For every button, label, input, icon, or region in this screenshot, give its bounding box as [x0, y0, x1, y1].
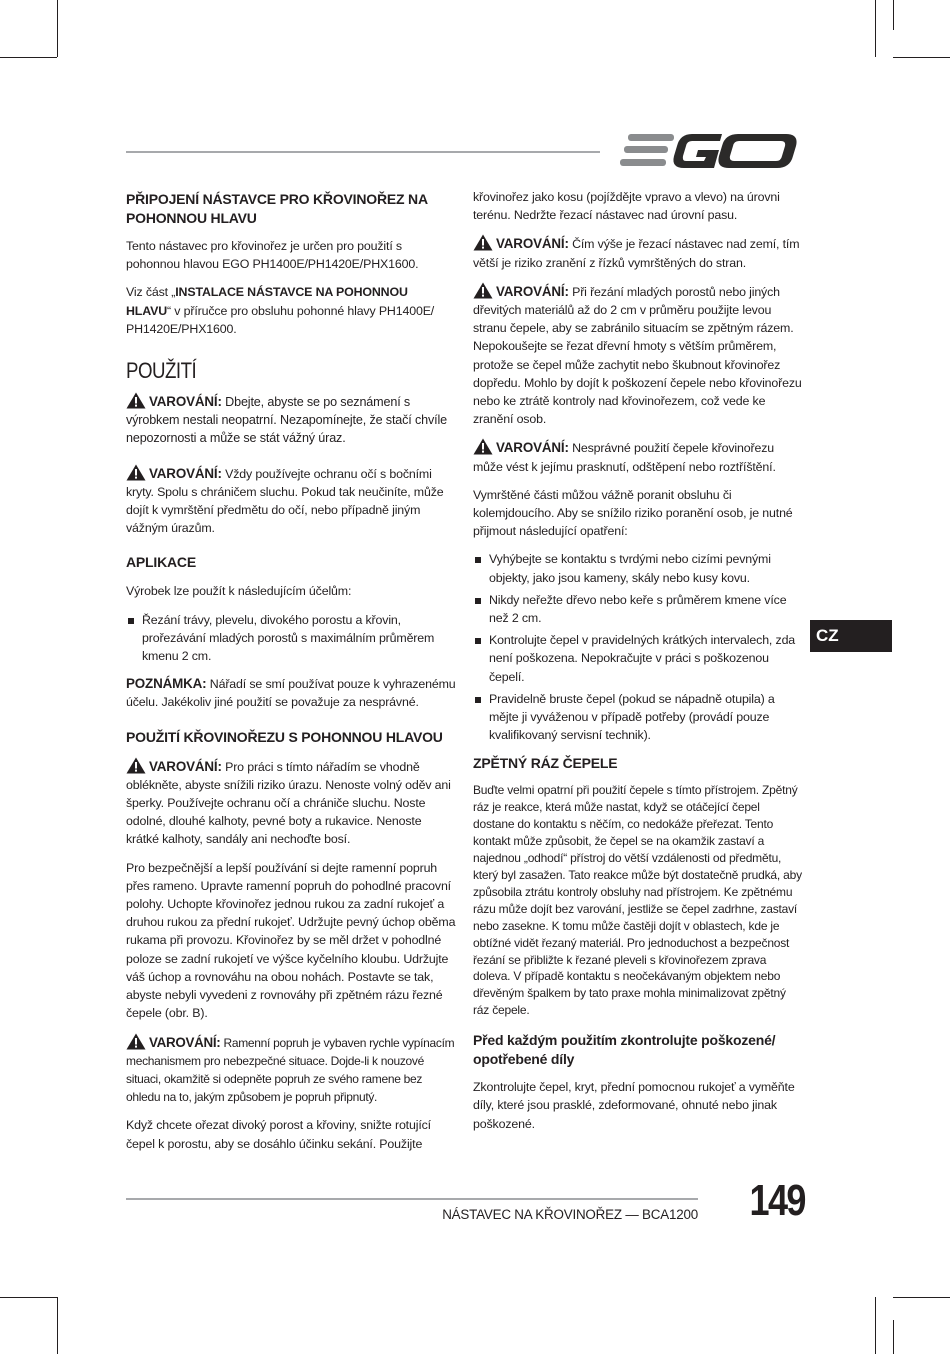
crop-mark [893, 0, 894, 30]
list-item: Řezání trávy, plevelu, divokého porostu a křovin, prořezávání mladých porostů s maximálním průměrem kmenu 2 cm. [126, 611, 456, 666]
warning-text: Vždy používejte ochranu očí s bočními kryty. Spolu s chráničem sluchu. Pokud tak neučiníte, může dojít k vymrštění předmětu do očí, nebo případně jiným vážným úrazům. [126, 466, 444, 536]
kickback-heading: ZPĚTNÝ RÁZ ČEPELE [473, 755, 618, 772]
inspection-paragraph: Zkontrolujte čepel, kryt, přední pomocnou rukojeť a vyměňte díly, které jsou prasklé, zdeformované, ohnuté nebo jinak poškozené. [473, 1080, 795, 1131]
applications-list [126, 611, 456, 666]
kickback-paragraph: Buďte velmi opatrní při použití čepele s tímto přístrojem. Zpětný ráz je reakce, která může nastat, když se otáčející čepel dostane do kontaktu s něčím, co nedokáže přeřezat. Tento kontakt může způsobit, že čepel se na okamžik zastaví a najednou „odhodí“ přístroj do větší vzdálenosti od předmětu, který byl zasažen. Tato reakce může být dostatečně prudká, aby způsobila ztrátu kontroly obsluhy nad přístrojem. Ke zpětnému rázu může dojít bez varování, jestliže se čepel zadrhne, zastaví nebo zasekne. K tomu může častěji dojít v oblastech, kde je obtížné vidět řezaný materiál. Pro jednoduchost a bezpečnost řezání se přibližte k řezané pleveli s křovinořezem zprava doleva. V případě kontaktu s neočekávaným objektem nebo dřevěným špalkem by tato praxe mohla minimalizovat zpětný ráz čepele. [473, 783, 802, 1018]
warning-title: VAROVÁNÍ: [149, 1034, 221, 1050]
cutting-paragraph: Když chcete ořezat divoký porost a křoviny, snižte rotující čepel k porostu, aby se dosáhlo účinku sekání. Použijte [126, 1118, 431, 1151]
crop-mark [893, 57, 950, 58]
note-title: POZNÁMKA: [126, 676, 207, 692]
attach-paragraph: Tento nástavec pro křovinořez je určen pro použití s pohonnou hlavou EGO PH1400E/PH1420E/PHX1600. [126, 239, 419, 272]
crop-mark [0, 1297, 57, 1298]
warning-title: VAROVÁNÍ: [496, 236, 569, 252]
applications-intro: Výrobek lze použít k následujícím účelům: [126, 584, 352, 599]
warning-text: Dbejte, abyste se po seznámení s výrobkem nestali neopatrní. Nezapomínejte, že stačí chvíle nepozornosti a může se stát vážný úraz. [126, 395, 448, 446]
note-text: Nářadí se smí používat pouze k vyhrazenému účelu. Jakékoliv jiné použití se považuje za nesprávné. [126, 677, 456, 710]
language-tab: CZ [810, 620, 892, 652]
crop-mark [0, 57, 57, 58]
warning-block [473, 234, 803, 271]
warning-text: Nesprávné použití čepele křovinořezu může vést k jejímu prasknutí, odštěpení nebo roztříštění. [473, 441, 776, 474]
crop-mark [57, 0, 58, 57]
header-rule [126, 151, 600, 153]
list-item: Nikdy neřežte dřevo nebo keře s průměrem kmene více než 2 cm. [473, 591, 803, 627]
warning-title: VAROVÁNÍ: [149, 758, 222, 774]
footer-rule [126, 1198, 698, 1200]
continuation-paragraph: křovinořez jako kosu (pojíždějte vpravo a vlevo) na úrovni terénu. Nedržte řezací nástavec nad úrovní pasu. [473, 190, 780, 223]
applications-heading: APLIKACE [126, 554, 196, 571]
attach-ref-post: “ v příručce pro obsluhu pohonné hlavy PH1400E/ PH1420E/PHX1600. [126, 303, 435, 336]
use-with-power-head-heading: POUŽITÍ KŘOVINOŘEZU S POHONNOU HLAVOU [126, 728, 443, 745]
precautions-list [473, 550, 803, 744]
attach-ref-pre: Viz část „ [126, 285, 176, 300]
list-item: Kontrolujte čepel v pravidelných krátkých intervalech, zda není poškozena. Nepokračujte v práci s poškozenou čepelí. [473, 631, 803, 686]
warning-title: VAROVÁNÍ: [149, 394, 222, 410]
crop-mark [57, 1297, 58, 1354]
warning-icon [473, 282, 493, 299]
page-number: 149 [749, 1176, 805, 1225]
crop-mark [893, 1297, 950, 1298]
warning-title: VAROVÁNÍ: [496, 440, 569, 456]
warning-icon [126, 464, 146, 481]
document-title: NÁSTAVEC NA KŘOVINOŘEZ — BCA1200 [442, 1207, 698, 1222]
ego-logo [618, 128, 800, 174]
warning-icon [126, 1033, 146, 1050]
crop-mark [875, 1297, 876, 1354]
inspection-heading: Před každým použitím zkontrolujte poškozené/ opotřebené díly [473, 1032, 776, 1068]
warning-text: Čím výše je řezací nástavec nad zemí, tím větší je riziko zranění z řízků vymrštěných do stran. [473, 237, 800, 270]
warning-text: Pro práci s tímto nářadím se vhodně oblékněte, abyste snížili riziko úrazu. Nenoste volný oděv ani šperky. Používejte ochranu očí a chrániče sluchu. Noste odolné, dlouhé kalhoty, pevné boty a rukavice. Nenoste krátké kalhoty, sandály ani nechoďte bosí. [126, 759, 451, 847]
warning-block [126, 392, 456, 448]
warning-text: Ramenní popruh je vybaven rychle vypínacím mechanismem pro nebezpečné situace. Dojde-li k nouzové situaci, okamžitě si odepněte popruh ze svého ramene bez ohledu na to, jakým způsobem je popruh připnutý. [126, 1035, 455, 1105]
warning-icon [126, 757, 146, 774]
crop-mark [893, 1320, 894, 1354]
warning-title: VAROVÁNÍ: [149, 465, 222, 481]
attach-heading: PŘIPOJENÍ NÁSTAVCE PRO KŘOVINOŘEZ NA POHONNOU HLAVU [126, 191, 428, 226]
warning-block [126, 757, 456, 849]
warning-block [473, 282, 803, 429]
warning-icon [473, 438, 493, 455]
warning-title: VAROVÁNÍ: [496, 283, 569, 299]
use-heading: POUŽITÍ [126, 358, 197, 384]
warning-text: Při řezání mladých porostů nebo jiných dřevitých materiálů až do 2 cm v průměru použijte levou stranu čepele, aby se zabránilo situacím se zpětným rázem. Nepokoušejte se řezat dřevní hmoty s větším průměrem, protože se čepel může zachytit nebo škubnout křovinořez dopředu. Mohlo by dojít k poškození čepele nebo křovinořezu nebo ke ztrátě kontroly nad křovinořezem, což vede ke zranění osob. [473, 284, 802, 427]
note-block [126, 675, 456, 711]
warning-block [126, 1033, 456, 1107]
list-item: Vyhýbejte se kontaktu s tvrdými nebo cizími pevnými objekty, jako jsou kameny, skály nebo kusy kovu. [473, 550, 803, 586]
list-item: Pravidelně bruste čepel (pokud se nápadně otupila) a mějte ji vyváženou v případě potřeby (provádí pouze kvalifikovaný servisní technik). [473, 690, 803, 745]
warning-block [126, 464, 456, 538]
crop-mark [875, 0, 876, 57]
warning-icon [473, 234, 493, 251]
right-column [473, 188, 803, 1143]
thrown-parts-paragraph: Vymrštěné části můžou vážně poranit obsluhu či kolemjdoucího. Aby se snížilo riziko poranění osob, je nutné přijmout následující opatření: [473, 487, 793, 539]
warning-block [473, 438, 803, 475]
shoulder-strap-paragraph: Pro bezpečnější a lepší používání si dejte ramenní popruh přes rameno. Upravte ramenní popruh do pohodlné pracovní polohy. Uchopte křovinořez jednou rukou za zadní rukojeť a druhou rukou za přední rukojeť. Udržujte pevný úchop oběma rukama při provozu. Křovinořez by se měl držet v pohodlné poloze se zadní rukojetí ve výšce kyčelního kloubu. Udržujte váš úchop a rovnováhu na obou nohách. Postavte se tak, abyste nebyli vyvedeni z rovnováhy při zpětném rázu řezné čepele (obr. B). [126, 860, 456, 1021]
warning-icon [126, 392, 146, 409]
attach-ref-bold: INSTALACE NÁSTAVCE NA POHONNOU HLAVU [126, 285, 408, 318]
attach-reference-paragraph [126, 283, 456, 338]
left-column [126, 190, 456, 1163]
